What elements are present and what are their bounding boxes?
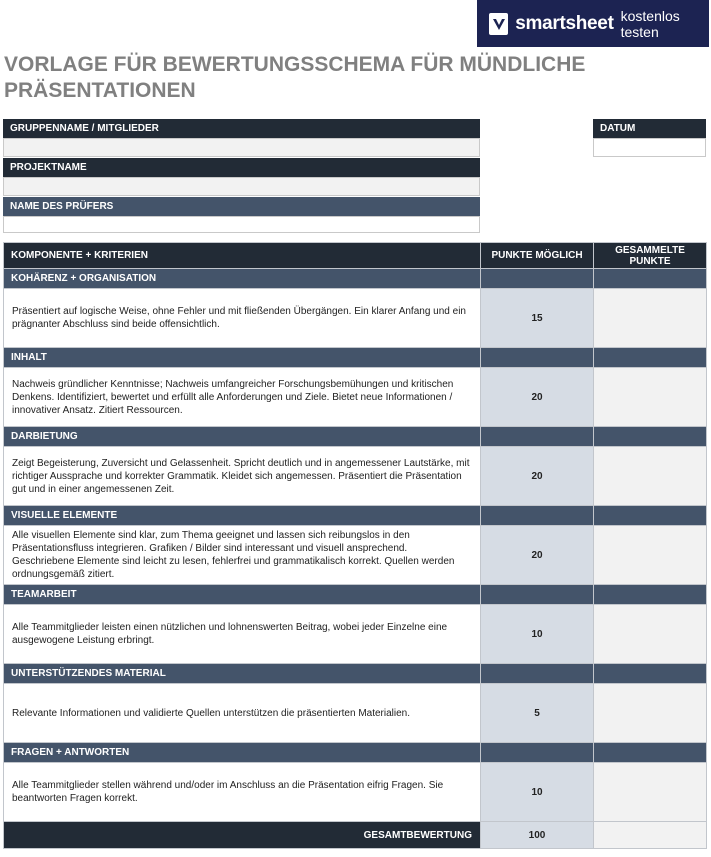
total-row bbox=[4, 822, 707, 849]
section-row bbox=[4, 585, 707, 605]
criteria-row bbox=[4, 368, 707, 427]
smartsheet-banner[interactable] bbox=[477, 0, 709, 47]
smartsheet-logo-icon bbox=[489, 13, 508, 35]
date-field[interactable] bbox=[593, 138, 706, 157]
collected-points-column-header bbox=[594, 243, 707, 269]
possible-points: 20 bbox=[481, 368, 594, 427]
scoring-table bbox=[3, 242, 707, 849]
group-name-field[interactable] bbox=[3, 138, 480, 157]
examiner-name-field[interactable] bbox=[3, 216, 480, 233]
table-header-row bbox=[4, 243, 707, 269]
possible-points: 10 bbox=[481, 605, 594, 664]
possible-points-column-header: PUNKTE MÖGLICH bbox=[481, 243, 594, 269]
section-title: UNTERSTÜTZENDES MATERIAL bbox=[4, 664, 481, 684]
project-name-field[interactable] bbox=[3, 177, 480, 196]
criteria-row bbox=[4, 526, 707, 585]
section-row bbox=[4, 743, 707, 763]
section-title: INHALT bbox=[4, 348, 481, 368]
possible-points: 15 bbox=[481, 289, 594, 348]
date-label: DATUM bbox=[593, 119, 706, 138]
collected-header-line1: GESAMMELTE bbox=[615, 244, 685, 256]
section-row bbox=[4, 427, 707, 447]
collected-points-input[interactable] bbox=[594, 605, 707, 664]
criteria-text: Alle visuellen Elemente sind klar, zum Thema geeignet und lassen sich reibungslos in den Präsentationsfluss integrieren. Grafiken / Bilder sind interessant und visuell ansprechend. Geschriebene Elemente sind leicht zu lesen, fehlerfrei und grammatikalisch korrekt. Quellen werden ordnungsgemäß zitiert. bbox=[4, 526, 481, 585]
criteria-text: Alle Teammitglieder leisten einen nützlichen und lohnenswerten Beitrag, wobei jeder Einzelne eine ausgewogene Leistung erbringt. bbox=[4, 605, 481, 664]
possible-points: 5 bbox=[481, 684, 594, 743]
section-title: DARBIETUNG bbox=[4, 427, 481, 447]
criteria-text: Präsentiert auf logische Weise, ohne Fehler und mit fließenden Übergängen. Ein klarer Anfang und ein prägnanter Abschluss sind beide offensichtlich. bbox=[4, 289, 481, 348]
criteria-row bbox=[4, 684, 707, 743]
criteria-row bbox=[4, 605, 707, 664]
criteria-row bbox=[4, 763, 707, 822]
total-collected-points-input[interactable] bbox=[594, 822, 707, 849]
examiner-name-label: NAME DES PRÜFERS bbox=[3, 197, 480, 216]
total-score-label: GESAMTBEWERTUNG bbox=[4, 822, 481, 849]
section-title: KOHÄRENZ + ORGANISATION bbox=[4, 269, 481, 289]
criteria-text: Nachweis gründlicher Kenntnisse; Nachweis umfangreicher Forschungsbemühungen und kritischen Denkens. Identifiziert, bewertet und erfüllt alle Anforderungen und Ziele. Bietet neue Informationen / innovativer Ansatz. Zitiert Ressourcen. bbox=[4, 368, 481, 427]
group-name-label: GRUPPENNAME / MITGLIEDER bbox=[3, 119, 480, 138]
criteria-text: Relevante Informationen und validierte Quellen unterstützen die präsentierten Materialien. bbox=[4, 684, 481, 743]
section-title: TEAMARBEIT bbox=[4, 585, 481, 605]
possible-points: 20 bbox=[481, 526, 594, 585]
section-title: FRAGEN + ANTWORTEN bbox=[4, 743, 481, 763]
criteria-row bbox=[4, 289, 707, 348]
section-row bbox=[4, 664, 707, 684]
criteria-row bbox=[4, 447, 707, 506]
section-row bbox=[4, 506, 707, 526]
section-row bbox=[4, 348, 707, 368]
collected-points-input[interactable] bbox=[594, 368, 707, 427]
criteria-column-header: KOMPONENTE + KRITERIEN bbox=[4, 243, 481, 269]
section-row bbox=[4, 269, 707, 289]
free-trial-link[interactable]: kostenlos testen bbox=[620, 7, 680, 40]
section-title: VISUELLE ELEMENTE bbox=[4, 506, 481, 526]
collected-points-input[interactable] bbox=[594, 526, 707, 585]
project-name-label: PROJEKTNAME bbox=[3, 158, 480, 177]
criteria-text: Zeigt Begeisterung, Zuversicht und Gelassenheit. Spricht deutlich und in angemessener Lautstärke, mit richtiger Aussprache und korrekter Grammatik. Kleidet sich angemessen. Präsentiert die Präsentation gut und in einer angemessenen Zeit. bbox=[4, 447, 481, 506]
collected-points-input[interactable] bbox=[594, 447, 707, 506]
possible-points: 10 bbox=[481, 763, 594, 822]
page-title: VORLAGE FÜR BEWERTUNGSSCHEMA FÜR MÜNDLICHE PRÄSENTATIONEN bbox=[4, 53, 586, 102]
collected-points-input[interactable] bbox=[594, 763, 707, 822]
possible-points: 20 bbox=[481, 447, 594, 506]
collected-points-input[interactable] bbox=[594, 289, 707, 348]
brand-name: smartsheet bbox=[515, 12, 614, 34]
criteria-text: Alle Teammitglieder stellen während und/oder im Anschluss an die Präsentation eifrig Fragen. Sie beantworten Fragen korrekt. bbox=[4, 763, 481, 822]
total-possible-points: 100 bbox=[481, 822, 594, 849]
collected-header-line2: PUNKTE bbox=[629, 255, 671, 267]
collected-points-input[interactable] bbox=[594, 684, 707, 743]
